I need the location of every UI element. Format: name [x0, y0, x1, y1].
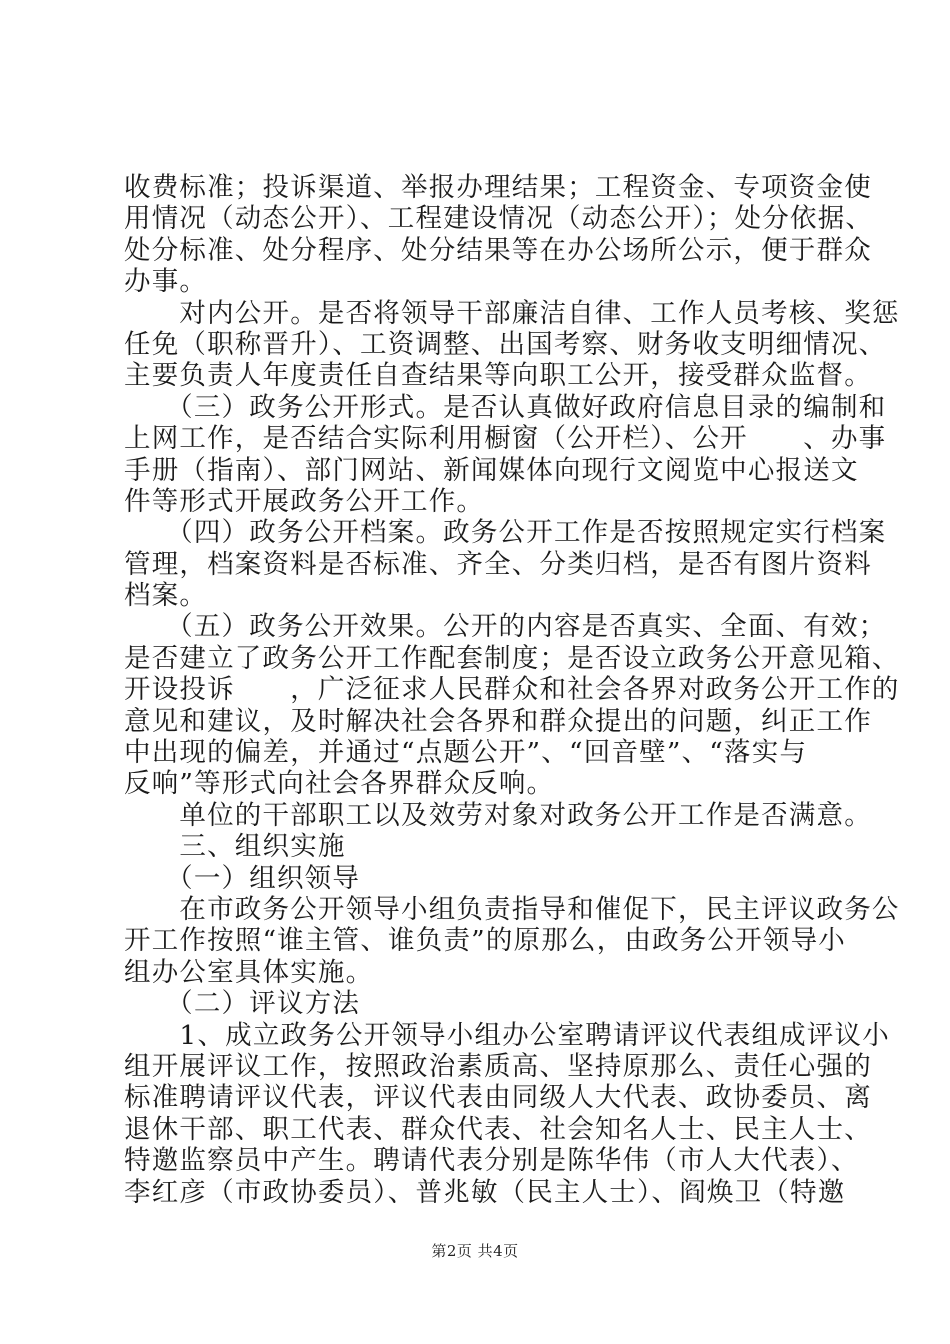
text-line: 收费标准；投诉渠道、举报办理结果；工程资金、专项资金使 — [124, 172, 872, 203]
text-line: 上网工作，是否结合实际利用橱窗（公开栏）、公开 、办事 — [124, 423, 887, 455]
text-line: （三）政务公开形式。是否认真做好政府信息目录的编制和 — [124, 391, 887, 423]
text-line: 组办公室具体实施。 — [124, 956, 374, 988]
text-line: 退休干部、职工代表、群众代表、社会知名人士、民主人士、 — [124, 1113, 872, 1145]
text-line: 单位的干部职工以及效劳对象对政务公开工作是否满意。 — [124, 799, 872, 831]
text-line: 1、成立政务公开领导小组办公室聘请评议代表组成评议小 — [124, 1019, 890, 1051]
text-line: 手册（指南）、部门网站、新闻媒体向现行文阅览中心报送文 — [124, 454, 859, 486]
section-heading: 三、组织实施 — [124, 831, 346, 863]
text-line: 李红彦（市政协委员）、普兆敏（民主人士）、阎焕卫（特邀 — [124, 1176, 846, 1208]
text-line: 用情况（动态公开）、工程建设情况（动态公开）；处分依据、 — [124, 203, 874, 235]
text-line: 标准聘请评议代表，评议代表由同级人大代表、政协委员、离 — [124, 1082, 872, 1114]
text-line: （五）政务公开效果。公开的内容是否真实、全面、有效； — [124, 611, 887, 643]
text-line: 办事。 — [124, 266, 208, 298]
subsection-heading: （二）评议方法 — [124, 988, 361, 1020]
text-line: （四）政务公开档案。政务公开工作是否按照规定实行档案 — [124, 517, 887, 549]
text-line: 反响”等形式向社会各界群众反响。 — [124, 768, 555, 800]
document-body — [124, 172, 900, 1208]
text-line: 中出现的偏差，并通过“点题公开”、“回音壁”、“落实与 — [124, 737, 808, 769]
subsection-heading: （一）组织领导 — [124, 862, 361, 894]
text-line: 对内公开。是否将领导干部廉洁自律、工作人员考核、奖惩 — [124, 297, 900, 329]
text-line: 件等形式开展政务公开工作。 — [124, 485, 485, 517]
text-line: 开工作按照“谁主管、谁负责”的原那么，由政务公开领导小 — [124, 925, 846, 957]
text-line: 特邀监察员中产生。聘请代表分别是陈华伟（市人大代表）、 — [124, 1145, 859, 1177]
text-line: 是否建立了政务公开工作配套制度；是否设立政务公开意见箱、 — [124, 642, 900, 674]
text-line: 主要负责人年度责任自查结果等向职工公开，接受群众监督。 — [124, 360, 872, 392]
text-line: 档案。 — [124, 580, 208, 612]
text-line: 开设投诉 ，广泛征求人民群众和社会各界对政务公开工作的 — [124, 674, 900, 706]
text-line: 组开展评议工作，按照政治素质高、坚持原那么、责任心强的 — [124, 1050, 872, 1082]
page-number-footer: 第2页 共4页 — [431, 1242, 519, 1260]
text-line: 管理，档案资料是否标准、齐全、分类归档，是否有图片资料 — [124, 548, 872, 580]
text-line: 处分标准、处分程序、处分结果等在办公场所公示，便于群众 — [124, 234, 872, 266]
text-line: 任免（职称晋升）、工资调整、出国考察、财务收支明细情况、 — [124, 328, 887, 360]
text-line: 在市政务公开领导小组负责指导和催促下，民主评议政务公 — [124, 893, 900, 925]
text-line: 意见和建议，及时解决社会各界和群众提出的问题，纠正工作 — [124, 705, 872, 737]
